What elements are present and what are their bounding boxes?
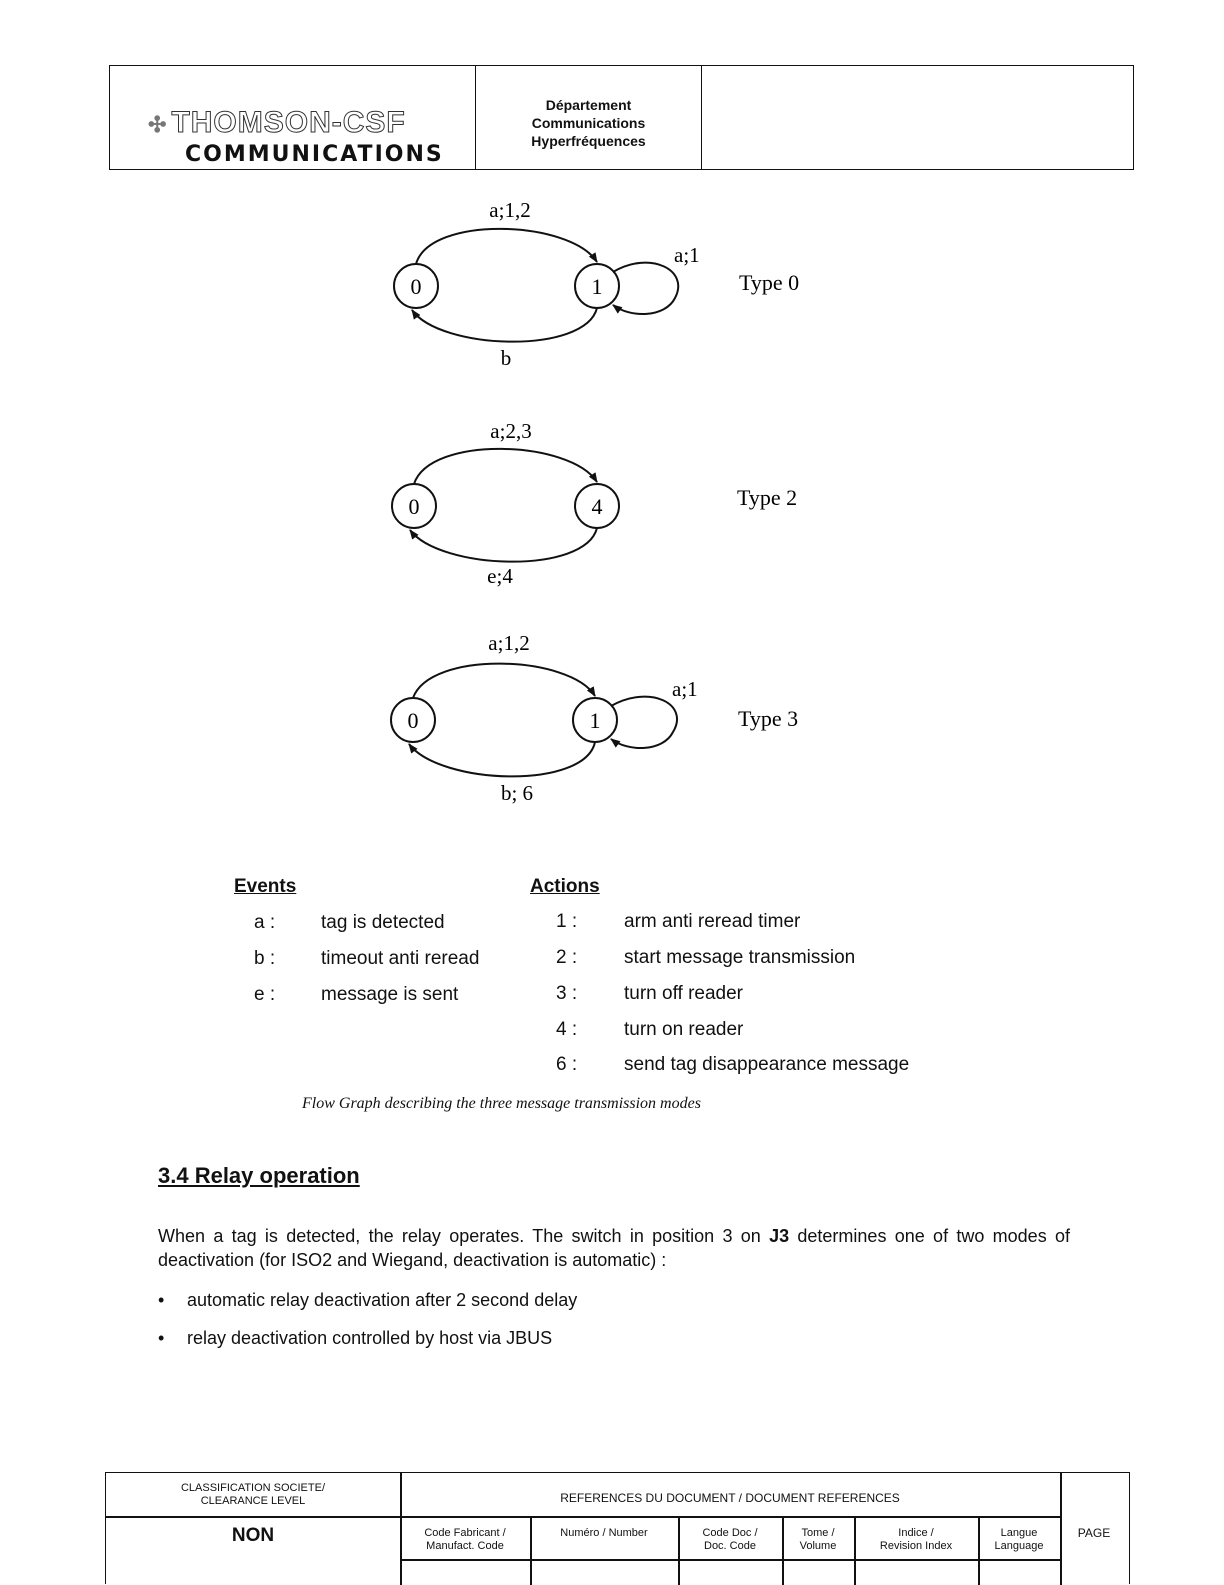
action-key: 6 : [556, 1054, 578, 1075]
paragraph-bold-text: J3 [769, 1226, 790, 1246]
type-label: Type 3 [738, 706, 799, 731]
action-text: arm anti reread timer [624, 911, 801, 932]
events-title: Events [234, 876, 297, 897]
state-label: 4 [591, 494, 603, 519]
state-label: 1 [589, 708, 601, 733]
bullet-list [158, 1290, 577, 1366]
transition-arrow [416, 229, 597, 264]
volume-header: Tome / Volume [799, 1527, 837, 1552]
logo-mark-icon: ✣ [148, 112, 168, 137]
bullet-item: • relay deactivation controlled by host via JBUS [158, 1328, 577, 1366]
transition-label: a;1,2 [489, 198, 531, 222]
logo-line2: COMMUNICATIONS [185, 142, 444, 167]
state-label: 0 [410, 274, 422, 299]
state-label: 0 [408, 494, 420, 519]
event-key: b : [254, 948, 276, 969]
transition-arrow [413, 664, 595, 698]
revision-header: Indice / Revision Index [879, 1527, 953, 1552]
flow-graph-type0 [394, 198, 799, 370]
transition-label: a;1,2 [488, 631, 530, 655]
manufact-code-header: Code Fabricant / Manufact. Code [424, 1527, 506, 1552]
action-text: start message transmission [624, 947, 856, 968]
references-title: REFERENCES DU DOCUMENT / DOCUMENT REFERENCES [560, 1491, 900, 1505]
doc-code-header: Code Doc / Doc. Code [702, 1527, 758, 1552]
type-label: Type 2 [737, 485, 798, 510]
dept-line2: Communications [531, 115, 646, 131]
transition-label: b [500, 346, 512, 370]
classification-label: CLASSIFICATION SOCIETE/ CLEARANCE LEVEL [180, 1482, 326, 1507]
figure-caption: Flow Graph describing the three message transmission modes [302, 1095, 701, 1112]
event-key: e : [254, 984, 276, 1005]
self-loop-arrow [613, 263, 678, 314]
section-title: 3.4 Relay operation [158, 1163, 360, 1188]
paragraph-text: When a tag is detected, the relay operates. The switch in position 3 on [158, 1226, 770, 1246]
document-footer-table [105, 1472, 1130, 1584]
number-header: Numéro / Number [560, 1527, 648, 1539]
transition-arrow [409, 742, 595, 776]
actions-title: Actions [530, 876, 600, 897]
transition-label: e;4 [487, 564, 513, 588]
action-text: send tag disappearance message [624, 1054, 910, 1075]
action-key: 1 : [556, 911, 578, 932]
loop-label: a;1 [674, 243, 700, 267]
paragraph-text: determines one of two modes of deactivation (for ISO2 and Wiegand, deactivation is automatic) : [158, 1226, 1070, 1270]
action-text: turn on reader [624, 1019, 744, 1040]
self-loop-arrow [611, 697, 677, 748]
action-key: 4 : [556, 1019, 578, 1040]
dept-line3: Hyperfréquences [531, 133, 646, 149]
state-label: 1 [591, 274, 603, 299]
logo-line1: THOMSON-CSF [171, 106, 406, 139]
action-key: 2 : [556, 947, 578, 968]
transition-arrow [412, 308, 597, 342]
transition-label: b; 6 [500, 781, 534, 805]
dept-line1: Département [545, 97, 632, 113]
event-text: timeout anti reread [321, 948, 480, 969]
flow-graph-type2 [392, 419, 797, 588]
page-header: PAGE [1077, 1526, 1111, 1540]
type-label: Type 0 [739, 270, 800, 295]
bullet-item: • automatic relay deactivation after 2 second delay [158, 1290, 577, 1328]
transition-arrow [414, 449, 597, 484]
section-paragraph [158, 1224, 1070, 1272]
loop-label: a;1 [672, 677, 698, 701]
classification-value: NON [231, 1525, 275, 1546]
event-key: a : [254, 912, 276, 933]
action-text: turn off reader [624, 983, 744, 1004]
action-key: 3 : [556, 983, 578, 1004]
state-label: 0 [407, 708, 419, 733]
language-header: Langue Language [994, 1527, 1044, 1552]
event-text: tag is detected [321, 912, 445, 933]
flow-graph-type3 [391, 631, 798, 805]
event-text: message is sent [321, 984, 459, 1005]
transition-arrow [410, 528, 597, 562]
transition-label: a;2,3 [490, 419, 532, 443]
